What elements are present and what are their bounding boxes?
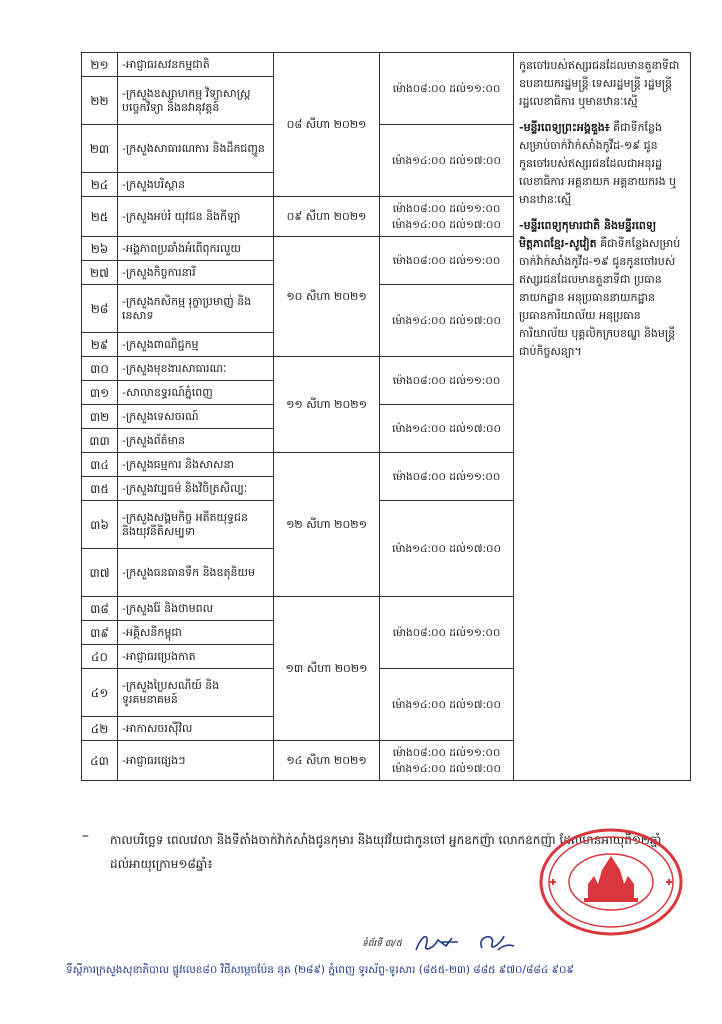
- time-cell: ម៉ោង១៤:០០ ដល់១៧:០០: [380, 669, 514, 741]
- page-number: ទំព័រទី ៣/៥: [362, 939, 402, 949]
- time-cell: [380, 741, 514, 781]
- row-number: ៣៦: [82, 501, 118, 549]
- time-cell: ម៉ោង០៨:០០ ដល់១១:០០: [380, 453, 514, 501]
- time-cell: ម៉ោង០៨:០០ ដល់១១:០០: [380, 237, 514, 285]
- ministry-name: -ក្រសួងវប្បធម៌ និងវិចិត្រសិល្បៈ: [118, 477, 274, 501]
- note-text: គឺជាទីកន្លែងសម្រាប់ចាក់វ៉ាក់សាំងកូវីដ-១៩ ជូនកូនចៅរបស់ឥស្សរជនដែលជាអនុរដ្ឋលេខាធិការ អគ្គនាយក អគ្គនាយករង ឬមានឋានៈស្មើ: [519, 121, 677, 206]
- note-text: គឺជាទីកន្លែងសម្រាប់ចាក់វ៉ាក់សាំងកូវីដ-១៩ ជូនកូនចៅរបស់ឥស្សរជនដែលមានតួនាទីជា ប្រធាននាយកដ្ឋាន អនុប្រធាននាយកដ្ឋាន ប្រធានការិយាល័យ អនុប្រធានការិយាល័យ បុគ្គលិកក្របខណ្ឌ និងមន្ត្រីជាប់កិច្ចសន្យា។: [519, 237, 681, 358]
- signature-icon: [412, 928, 522, 958]
- row-number: ៣១: [82, 381, 118, 405]
- date-cell: ១៣ សីហា ២០២១: [274, 597, 380, 741]
- row-number: ៣៧: [82, 549, 118, 597]
- date-cell: ០៨ សីហា ២០២១: [274, 53, 380, 197]
- ministry-name: -ក្រសួងពាណិជ្ជកម្ម: [118, 333, 274, 357]
- time-cell: ម៉ោង០៨:០០ ដល់១១:០០: [380, 53, 514, 125]
- time-afternoon: ម៉ោង១៤:០០ ដល់១៧:០០: [392, 218, 501, 231]
- ministry-name: -អគ្គិសនីកម្ពុជា: [118, 621, 274, 645]
- row-number: ២៩: [82, 333, 118, 357]
- row-number: ៣៣: [82, 429, 118, 453]
- row-number: ២៣: [82, 125, 118, 173]
- ministry-name: -ក្រសួងមុខងារសាធារណៈ: [118, 357, 274, 381]
- bullet-dash: –: [82, 828, 89, 844]
- date-cell: ១២ សីហា ២០២១: [274, 453, 380, 597]
- row-number: ២៦: [82, 237, 118, 261]
- ministry-seal-icon: [536, 826, 686, 938]
- row-number: ២៥: [82, 197, 118, 237]
- time-cell: [380, 197, 514, 237]
- ministry-name: -អាជ្ញាធរផ្សេងៗ: [118, 741, 274, 781]
- ministry-name: -សាលាឧទ្ធរណ៍ភ្នំពេញ: [118, 381, 274, 405]
- row-number: ២៨: [82, 285, 118, 333]
- ministry-name: -ក្រសួងកសិកម្ម រុក្ខាប្រមាញ់ និងនេសាទ: [118, 285, 274, 333]
- row-number: ៣០: [82, 357, 118, 381]
- time-cell: ម៉ោង១៤:០០ ដល់១៧:០០: [380, 285, 514, 357]
- time-cell: ម៉ោង០៨:០០ ដល់១១:០០: [380, 597, 514, 669]
- row-number: ៣២: [82, 405, 118, 429]
- row-number: ៣៨: [82, 597, 118, 621]
- ministry-name: -អាជ្ញាធរសវនកម្មជាតិ: [118, 53, 274, 77]
- row-number: ៤២: [82, 717, 118, 741]
- ministry-name: -ក្រសួងធម្មការ និងសាសនា: [118, 453, 274, 477]
- note-heading: -មន្ទីរពេទ្យព្រះអង្គឌួង៖: [519, 121, 610, 134]
- table-row: [82, 53, 691, 77]
- note-heading: -មន្ទីរពេទ្យកុមារជាតិ និងមន្ទីរពេទ្យមិត្តភាពខ្មែរ-សូវៀត: [519, 219, 657, 250]
- ministry-name: -អាជ្ញាធរប្រេងកាត: [118, 645, 274, 669]
- ministry-name: -ក្រសួងរ៉ែ និងថាមពល: [118, 597, 274, 621]
- date-cell: ១៤ សីហា ២០២១: [274, 741, 380, 781]
- time-morning: ម៉ោង០៨:០០ ដល់១១:០០: [392, 746, 501, 759]
- date-cell: ១០ សីហា ២០២១: [274, 237, 380, 357]
- note-paragraph: [519, 119, 685, 209]
- time-cell: ម៉ោង១៤:០០ ដល់១៧:០០: [380, 405, 514, 453]
- note-paragraph: កូនចៅរបស់ឥស្សរជនដែលមានតួនាទីជាឧបនាយករដ្ឋមន្ត្រី ទេសរដ្ឋមន្ត្រី រដ្ឋមន្ត្រី រដ្ឋលេខាធិការ ឬមានឋានៈស្មើ: [519, 59, 680, 108]
- row-number: ២២: [82, 77, 118, 125]
- ministry-name: -ក្រសួងព័ត៌មាន: [118, 429, 274, 453]
- row-number: ៤៣: [82, 741, 118, 781]
- ministry-name: -អង្គភាពប្រឆាំងអំពើពុករលួយ: [118, 237, 274, 261]
- ministry-name: -ក្រសួងបរិស្ថាន: [118, 173, 274, 197]
- ministry-name: -ក្រសួងកិច្ចការនារី: [118, 261, 274, 285]
- ministry-name: -ក្រសួងឧស្សាហកម្ម វិទ្យាសាស្ត្រ បច្ចេកវិទ្យា និងនវានុវត្តន៍: [118, 77, 274, 125]
- note-paragraph: [519, 217, 685, 361]
- row-number: ២៤: [82, 173, 118, 197]
- row-number: ៤១: [82, 669, 118, 717]
- time-cell: ម៉ោង១៤:០០ ដល់១៧:០០: [380, 501, 514, 597]
- row-number: ២១: [82, 53, 118, 77]
- ministry-name: -អាកាសចរស៊ីវិល: [118, 717, 274, 741]
- ministry-name: -ក្រសួងសង្គមកិច្ច អតីតយុទ្ធជន និងយុវនីតិសម្បទា: [118, 501, 274, 549]
- row-number: ៤០: [82, 645, 118, 669]
- row-number: ២៧: [82, 261, 118, 285]
- ministry-name: -ក្រសួងសាធារណការ និងដឹកជញ្ជូន: [118, 125, 274, 173]
- row-number: ៣៥: [82, 477, 118, 501]
- ministry-name: -ក្រសួងអប់រំ យុវជន និងកីឡា: [118, 197, 274, 237]
- ministry-name: -ក្រសួងប្រៃសណីយ៍ និងទូរគមនាគមន៍: [118, 669, 274, 717]
- schedule-table: [81, 52, 691, 781]
- time-cell: ម៉ោង០៨:០០ ដល់១១:០០: [380, 357, 514, 405]
- ministry-name: -ក្រសួងទេសចរណ៍: [118, 405, 274, 429]
- footer-address: ទីស្តីការក្រសួងសុខាភិបាល ផ្លូវលេខ៨០ វិថីសម្ដេចប៉ែន នុត (២៨៩) ភ្នំពេញ ទូរស័ព្ទ-ទូរសារ (៨៥៥-២៣) ៨៨៥ ៩៧០/៨៨៤ ៩០៩: [66, 964, 574, 976]
- row-number: ៣៤: [82, 453, 118, 477]
- time-afternoon: ម៉ោង១៤:០០ ដល់១៧:០០: [392, 762, 501, 775]
- date-cell: ០៩ សីហា ២០២១: [274, 197, 380, 237]
- date-cell: ១១ សីហា ២០២១: [274, 357, 380, 453]
- ministry-name: -ក្រសួងធនធានទឹក និងឧតុនិយម: [118, 549, 274, 597]
- bottom-note: កាលបរិច្ឆេទ ពេលវេលា និងទីតាំងចាក់វ៉ាក់សាំងជូនកុមារ និងយុវវ័យជាកូនចៅ អ្នកឧកញ៉ា លោកឧកញ៉ា ដែលមានអាយុពី១២ឆ្នាំ ដល់អាយុក្រោម១៨ឆ្នាំ៖: [110, 833, 662, 871]
- time-cell: ម៉ោង១៤:០០ ដល់១៧:០០: [380, 125, 514, 197]
- row-number: ៣៩: [82, 621, 118, 645]
- time-morning: ម៉ោង០៨:០០ ដល់១១:០០: [392, 202, 501, 215]
- notes-cell: [514, 53, 691, 781]
